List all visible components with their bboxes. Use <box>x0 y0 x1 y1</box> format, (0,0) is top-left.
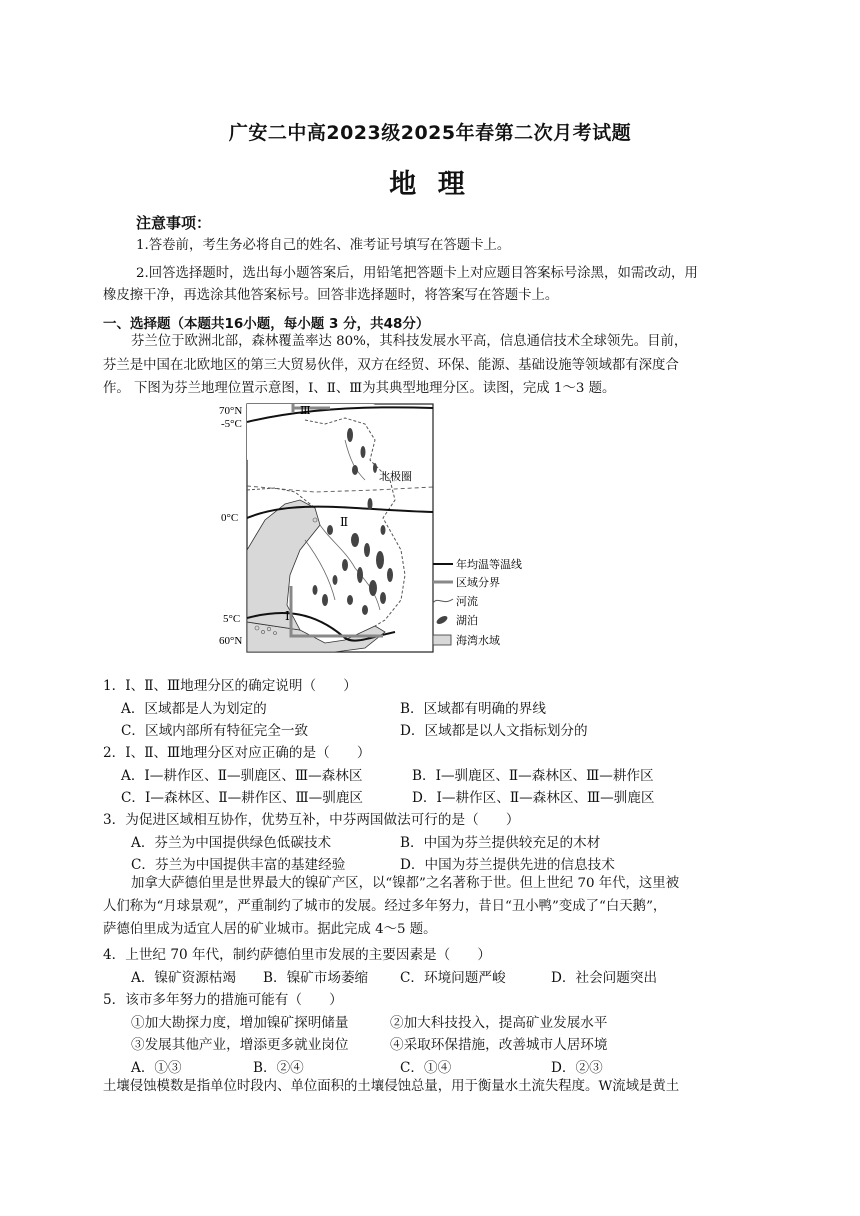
q2-option-b: B．Ⅰ—驯鹿区、Ⅱ—森林区、Ⅲ—耕作区 <box>412 768 654 784</box>
svg-text:海湾水域: 海湾水域 <box>456 635 500 647</box>
q5-option-a: A．①③ <box>131 1060 182 1076</box>
q4-option-a: A．镍矿资源枯竭 <box>131 970 236 986</box>
q5-option-c: C．①④ <box>400 1060 452 1076</box>
finland-map <box>205 400 535 658</box>
q3-stem: 3．为促进区域相互协作，优势互补，中芬两国做法可行的是（ ） <box>103 812 520 828</box>
section-heading: 一、选择题（本题共16小题，每小题 3 分，共48分） <box>103 316 430 332</box>
map-iso-minus5: -5°C <box>221 418 242 430</box>
map-region-1: Ⅰ <box>285 609 290 623</box>
exam-title: 广安二中高2023级2025年春第二次月考试题 <box>228 122 632 144</box>
map-arctic-label: 北极圈 <box>379 471 412 483</box>
q5-statement-4: ④采取环保措施，改善城市人居环境 <box>390 1037 608 1053</box>
q5-option-d: D．②③ <box>551 1060 603 1076</box>
map-iso-5: 5°C <box>223 613 241 625</box>
q1-option-d: D．区域都是以人文指标划分的 <box>400 723 588 739</box>
q4-option-d: D．社会问题突出 <box>551 970 658 986</box>
q4-option-b: B．镍矿市场萎缩 <box>263 970 369 986</box>
q2-option-c: C．Ⅰ—森林区、Ⅱ—耕作区、Ⅲ—驯鹿区 <box>121 790 364 806</box>
map-lat-60: 60°N <box>219 635 243 647</box>
q5-statement-3: ③发展其他产业，增添更多就业岗位 <box>131 1037 349 1053</box>
q2-option-d: D．Ⅰ—耕作区、Ⅱ—森林区、Ⅲ—驯鹿区 <box>412 790 655 806</box>
notice-item-1: 1.答卷前，考生务必将自己的姓名、准考证号填写在答题卡上。 <box>136 238 511 253</box>
notice-heading: 注意事项： <box>136 214 212 232</box>
map-lat-70: 70°N <box>219 405 243 417</box>
passage2-line2: 人们称为“月球景观”，严重制约了城市的发展。经过多年努力，昔日“丑小鸭”变成了“白天鹅”， <box>103 899 667 914</box>
q1-option-a: A．区域都是人为划定的 <box>121 701 267 717</box>
q3-option-a: A．芬兰为中国提供绿色低碳技术 <box>131 835 332 851</box>
q4-stem: 4．上世纪 70 年代，制约萨德伯里市发展的主要因素是（ ） <box>103 947 492 963</box>
q2-stem: 2．Ⅰ、Ⅱ、Ⅲ地理分区对应正确的是（ ） <box>103 745 371 761</box>
q3-option-c: C．芬兰为中国提供丰富的基建经验 <box>131 857 346 873</box>
passage1-line1: 芬兰位于欧洲北部，森林覆盖率达 80%，其科技发展水平高，信息通信技术全球领先。目前， <box>131 334 688 349</box>
passage2-line1: 加拿大萨德伯里是世界最大的镍矿产区，以“镍都”之名著称于世。但上世纪 70 年代，这里被 <box>131 876 680 891</box>
svg-text:湖泊: 湖泊 <box>456 615 478 627</box>
q3-option-d: D．中国为芬兰提供先进的信息技术 <box>400 857 615 873</box>
q5-statement-1: ①加大勘探力度，增加镍矿探明储量 <box>131 1015 349 1031</box>
passage1-line3: 作。 下图为芬兰地理位置示意图，Ⅰ、Ⅱ、Ⅲ为其典型地理分区。读图，完成 1～3 题。 <box>103 381 616 396</box>
notice-item-2-line2: 橡皮擦干净，再选涂其他答案标号。回答非选择题时，将答案写在答题卡上。 <box>103 288 559 303</box>
map-region-3: Ⅲ <box>300 405 311 417</box>
q5-statement-2: ②加大科技投入，提高矿业发展水平 <box>390 1015 608 1031</box>
notice-item-2-line1: 2.回答选择题时，选出每小题答案后，用铅笔把答题卡上对应题目答案标号涂黑，如需改动，用 <box>136 266 698 281</box>
map-region-2: Ⅱ <box>340 515 349 529</box>
svg-text:年均温等温线: 年均温等温线 <box>456 559 522 571</box>
q1-option-c: C．区域内部所有特征完全一致 <box>121 723 309 739</box>
passage2-line3: 萨德伯里成为适宜人居的矿业城市。据此完成 4～5 题。 <box>103 922 437 937</box>
q1-option-b: B．区域都有明确的界线 <box>400 701 546 717</box>
passage3-line1: 土壤侵蚀模数是指单位时段内、单位面积的土壤侵蚀总量，用于衡量水土流失程度。W流域是黄土 <box>103 1079 680 1094</box>
map-legend <box>433 557 522 647</box>
q5-stem: 5．该市多年努力的措施可能有（ ） <box>103 992 343 1008</box>
passage1-line2: 芬兰是中国在北欧地区的第三大贸易伙伴，双方在经贸、环保、能源、基础设施等领域都有深度合 <box>103 358 679 373</box>
svg-text:区域分界: 区域分界 <box>456 577 500 589</box>
subject-title: 地 理 <box>389 169 471 200</box>
svg-text:河流: 河流 <box>456 596 478 608</box>
map-iso-0: 0°C <box>221 512 239 524</box>
q3-option-b: B．中国为芬兰提供较充足的木材 <box>400 835 601 851</box>
q2-option-a: A．Ⅰ—耕作区、Ⅱ—驯鹿区、Ⅲ—森林区 <box>121 768 363 784</box>
q5-option-b: B．②④ <box>253 1060 304 1076</box>
q1-stem: 1．Ⅰ、Ⅱ、Ⅲ地理分区的确定说明（ ） <box>103 678 357 694</box>
q4-option-c: C．环境问题严峻 <box>400 970 506 986</box>
